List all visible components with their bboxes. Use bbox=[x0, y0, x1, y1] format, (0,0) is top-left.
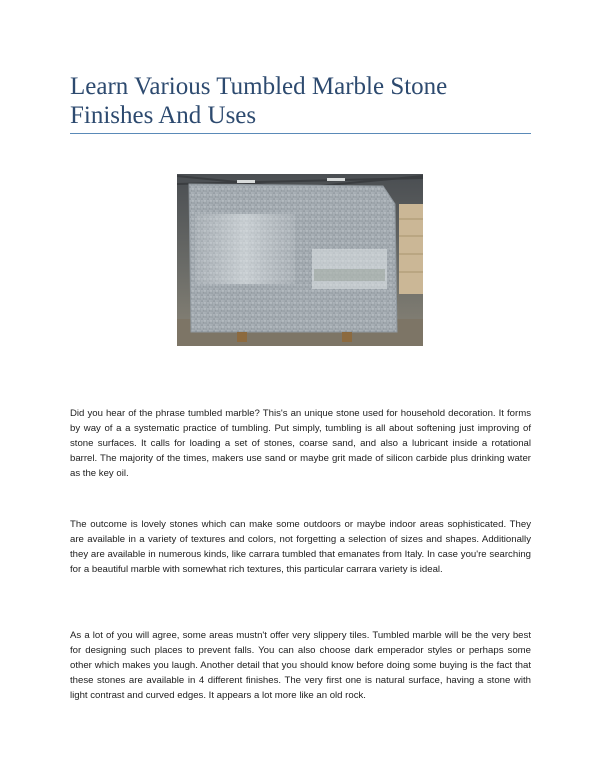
title-underline bbox=[70, 133, 531, 134]
marble-slab-photo bbox=[177, 174, 423, 346]
paragraph-1: Did you hear of the phrase tumbled marble? This's an unique stone used for household decoration. It forms by way of a a systematic practice of tumbling. Put simply, tumbling is all about softening just improving of stone surfaces. It calls for loading a set of stones, coarse sand, and also a lubricant inside a rotational barrel. The majority of the times, makers use sand or maybe grit made of silicon carbide plus drinking water as the key oil. bbox=[70, 408, 531, 479]
paragraph-2: The outcome is lovely stones which can make some outdoors or maybe indoor areas sophisticated. They are available in a variety of textures and colors, not forgetting a selection of sizes and shapes. Additionally they are available in numerous kinds, like carrara tumbled that emanates from Italy. In case you're searching for a beautiful marble with somewhat rich textures, this particular carrara variety is ideal. bbox=[70, 519, 531, 575]
paragraph-3: As a lot of you will agree, some areas mustn't offer very slippery tiles. Tumbled marble will be the very best for designing such places to prevent falls. You can also choose dark emperador styles or perhaps some other which makes you laugh. Another detail that you should know before doing some buying is the fact that these stones are available in 4 different finishes. The very first one is natural surface, having a stone with light contrast and curved edges. It appears a lot more like an old rock. bbox=[70, 630, 531, 701]
page-title: Learn Various Tumbled Marble Stone Finishes And Uses bbox=[70, 73, 448, 129]
